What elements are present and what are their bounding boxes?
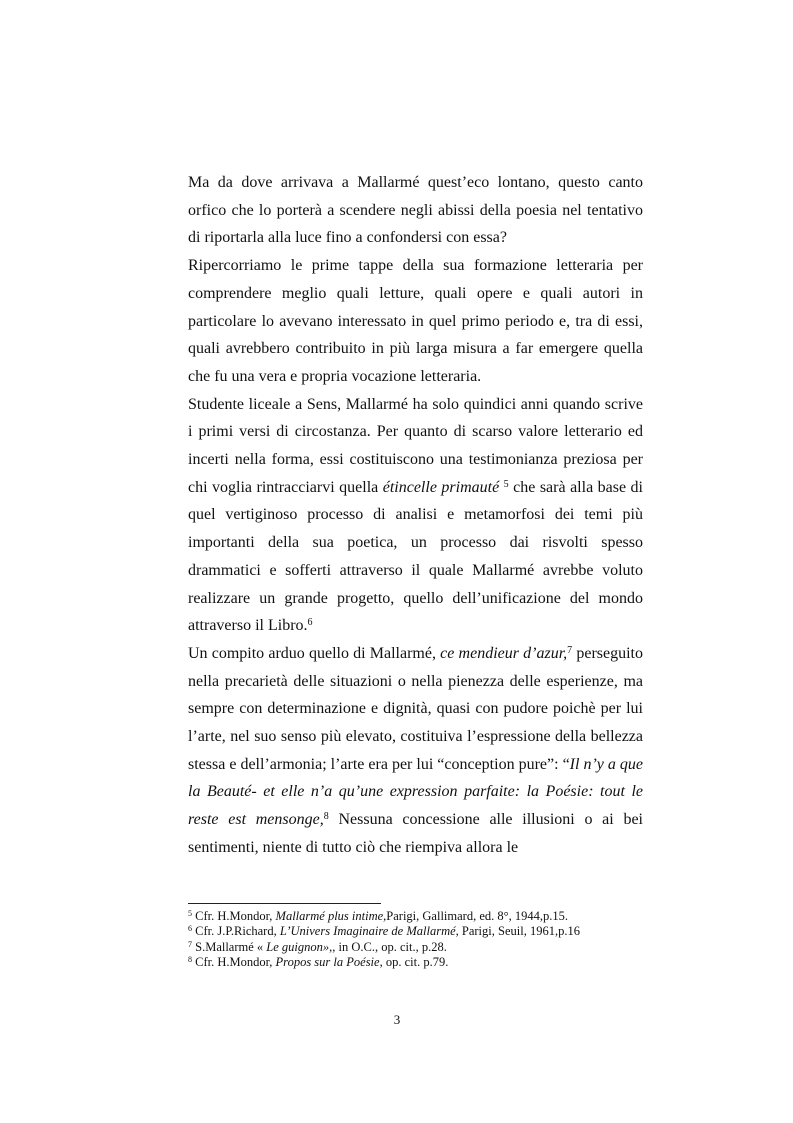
footnote-8	[188, 955, 643, 970]
italic-quote: Il n’y a que la Beauté- et elle n’a qu’une expression parfaite: la Poésie: tout le reste est mensonge,	[188, 755, 643, 829]
body-text	[188, 169, 643, 862]
paragraph-2	[188, 252, 643, 391]
paragraph-text: Un compito arduo quello di Mallarmé,	[188, 644, 441, 662]
footnote-title: Propos sur la Poésie	[275, 954, 380, 969]
paragraph-text: Studente liceale a Sens, Mallarmé ha solo quindici anni quando scrive i primi versi di circostanza. Per quanto di scarso valore letterario ed incerti nella forma, essi costituiscono una testimonianza preziosa per chi voglia rintracciarvi quella	[188, 395, 643, 496]
footnote-text: Cfr. H.Mondor,	[192, 909, 276, 923]
footnote-ref-8[interactable]: 8	[323, 811, 329, 823]
footnote-ref-5[interactable]: 5	[503, 478, 509, 490]
footnote-7	[188, 940, 643, 955]
footnote-text: Cfr. J.P.Richard,	[192, 924, 280, 939]
footnote-text: ,, in O.C., op. cit., p.28.	[329, 939, 447, 954]
footnote-number: 5	[188, 909, 192, 918]
italic-quote: ce mendieur d’azur,	[440, 644, 568, 662]
paragraph-text: Nessuna concessione alle illusioni o ai bei sentimenti, niente di tutto ciò che riempiva allora le	[188, 811, 644, 856]
paragraph-1	[188, 169, 643, 252]
footnote-6	[188, 924, 643, 939]
footnote-text: S.Mallarmé «	[192, 939, 267, 954]
paragraph-text: Ma da dove arrivava a Mallarmé quest’eco lontano, questo canto orfico che lo porterà a scendere negli abissi della poesia nel tentativo di riportarla alla luce fino a confondersi con essa?	[188, 174, 643, 247]
footnotes	[188, 909, 643, 970]
paragraph-text: perseguito nella precarietà delle situazioni o nella pienezza delle esperienze, ma sempre con determinazione e dignità, quasi con pudore poichè per lui l’arte, nel suo senso più elevato, costituiva l’espressione della bellezza stessa e dell’armonia; l’arte era per lui “conception pure”: “	[188, 644, 644, 773]
footnote-number: 7	[188, 939, 192, 949]
italic-quote: étincelle primauté	[382, 478, 500, 496]
footnote-text: , Parigi, Seuil, 1961,p.16	[455, 924, 580, 939]
footnote-ref-6[interactable]: 6	[307, 617, 313, 629]
paragraph-text: che sarà alla base di quel vertiginoso processo di analisi e metamorfosi dei temi più importanti della sua poetica, un processo dai risvolti spesso drammatici e sofferti attraverso il quale Mallarmé avrebbe voluto realizzare un grande progetto, quello dell’unificazione del mondo attraverso il Libro.	[188, 478, 644, 635]
footnote-title: Le guignon»	[266, 939, 330, 954]
footnote-number: 6	[188, 924, 192, 934]
footnote-text: , op. cit. p.79.	[379, 954, 449, 969]
footnote-ref-7[interactable]: 7	[567, 644, 573, 656]
footnote-5	[188, 909, 643, 924]
footnote-title: L’Univers Imaginaire de Mallarmé	[279, 924, 456, 939]
footnote-text: Parigi, Gallimard, ed. 8°, 1944,p.15.	[386, 909, 569, 923]
footnote-number: 8	[188, 954, 192, 964]
page-number: 3	[393, 1012, 401, 1027]
paragraph-text: Ripercorriamo le prime tappe della sua formazione letteraria per comprendere meglio quali letture, quali opere e quali autori in particolare lo avevano interessato in quel primo periodo e, tra di essi, quali avrebbero contribuito in più larga misura a far emergere quella che fu una vera e propria vocazione letteraria.	[188, 257, 643, 385]
paragraph-4	[188, 640, 643, 862]
footnote-text: Cfr. H.Mondor,	[192, 954, 276, 969]
footnote-title: Mallarmé plus intime,	[275, 909, 387, 923]
paragraph-3	[188, 391, 643, 640]
footnote-divider	[188, 903, 381, 904]
